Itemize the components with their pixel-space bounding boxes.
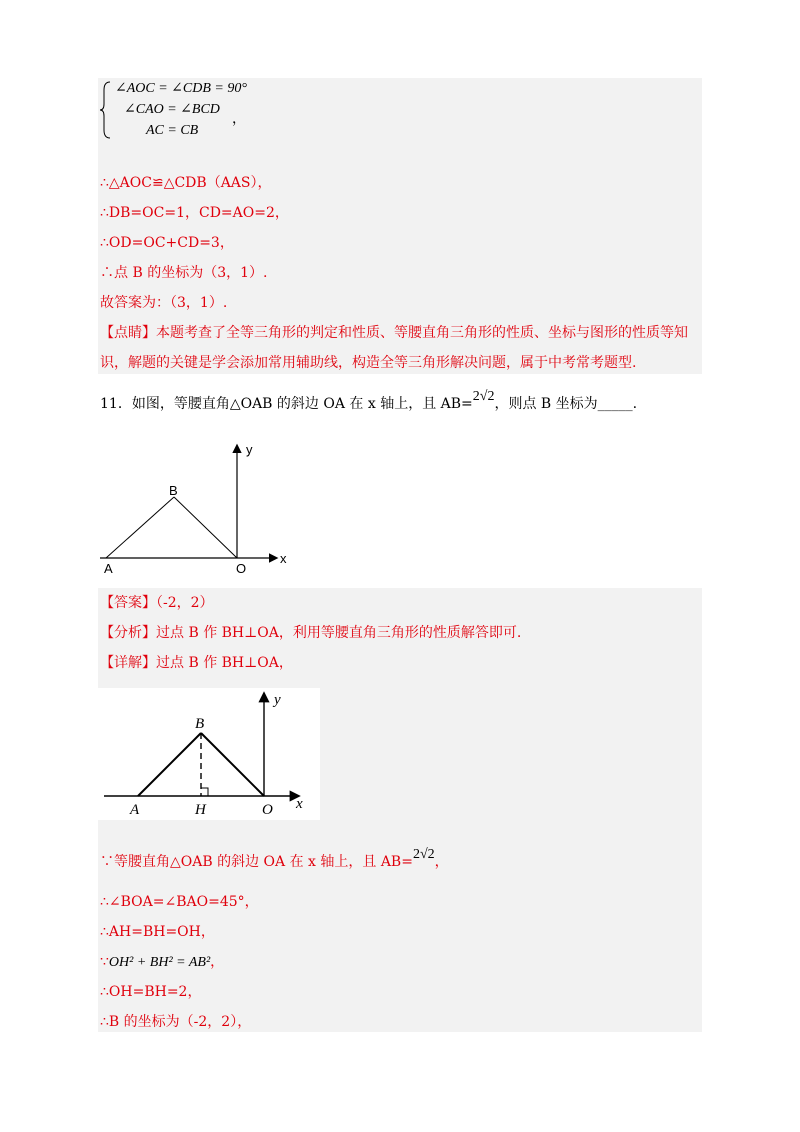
step-4: [100, 953, 224, 972]
system-row-3: AC = CB: [146, 123, 199, 138]
step-2: ∴∠BOA=∠BAO=45°，: [100, 894, 259, 910]
figure-1: [96, 436, 296, 576]
solution-line-3: ∴OD=OC+CD=3，: [100, 235, 234, 251]
step-1-text-a: ∵等腰直角△OAB 的斜边 OA 在 x 轴上，且 AB=: [100, 854, 413, 870]
figure-1-label-a: A: [104, 561, 113, 576]
step-3: ∴AH=BH=OH，: [100, 924, 215, 940]
figure-2-label-a: A: [130, 802, 140, 818]
question-ab-value: 2√2: [472, 389, 495, 404]
detail-line: 【详解】过点 B 作 BH⊥OA，: [100, 655, 293, 671]
answer-line: 【答案】（-2，2）: [100, 595, 214, 611]
solution-line-4: ∴点 B 的坐标为（3，1）.: [100, 265, 268, 281]
system-row-1: ∠AOC = ∠CDB = 90°: [115, 81, 247, 96]
figure-2-side-bo: [201, 733, 264, 796]
dianjing-line-1: 【点睛】本题考查了全等三角形的判定和性质、等腰直角三角形的性质、坐标与图形的性质等知: [100, 325, 688, 341]
figure-1-side-bo: [174, 497, 237, 558]
analysis-line: 【分析】过点 B 作 BH⊥OA，利用等腰直角三角形的性质解答即可.: [100, 625, 522, 641]
system-row-2: ∠CAO = ∠BCD: [124, 102, 220, 117]
figure-2-label-h: H: [195, 802, 206, 818]
question-text-a: 如图，等腰直角△OAB 的斜边 OA 在 x 轴上，且 AB=: [131, 396, 473, 412]
step-6: ∴B 的坐标为（-2，2），: [100, 1014, 252, 1030]
figure-2-x-label: x: [296, 796, 303, 812]
dianjing-line-2: 识，解题的关键是学会添加常用辅助线，构造全等三角形解决问题，属于中考常考题型.: [100, 355, 637, 371]
solution-line-1: ∴△AOC≌△CDB（AAS），: [100, 175, 272, 191]
step-4-prefix: ∵: [100, 954, 109, 970]
question-text-b: ，则点 B 坐标为_____.: [494, 396, 638, 412]
figure-2-right-angle-mark: [201, 788, 208, 796]
figure-1-y-label: y: [246, 442, 253, 457]
figure-1-side-ab: [106, 497, 174, 558]
solution-line-5: 故答案为：（3，1）.: [100, 295, 228, 311]
step-5: ∴OH=BH=2，: [100, 984, 202, 1000]
step-1-ab-value: 2√2: [412, 847, 435, 862]
figure-2-label-o: O: [262, 802, 273, 818]
figure-2-side-ab: [138, 733, 201, 796]
step-1-text-b: ，: [434, 854, 449, 870]
figure-1-x-label: x: [280, 551, 287, 566]
solution-line-2: ∴DB=OC=1，CD=AO=2，: [100, 205, 289, 221]
figure-2-y-label: y: [274, 692, 281, 708]
figure-2: [98, 688, 320, 820]
figure-1-label-b: B: [169, 483, 178, 498]
system-trail-comma: ，: [232, 111, 246, 127]
step-1: [100, 847, 449, 872]
figure-2-label-b: B: [195, 716, 205, 732]
figure-1-label-o: O: [236, 561, 247, 576]
step-4-suffix: ，: [210, 954, 225, 970]
system-brace: [100, 80, 112, 140]
step-4-math: OH² + BH² = AB²: [108, 955, 211, 970]
question-11: [100, 389, 638, 414]
question-number: 11．: [100, 396, 132, 412]
